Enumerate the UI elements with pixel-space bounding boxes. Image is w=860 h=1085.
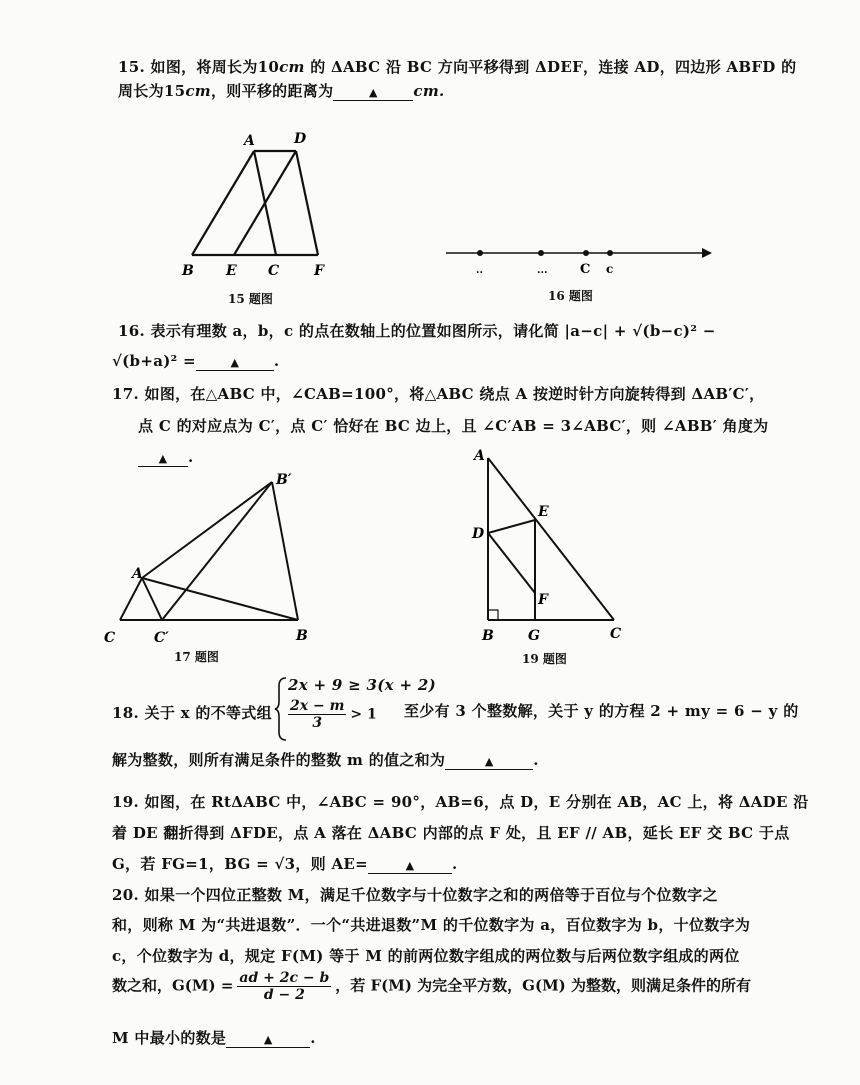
q15-pt-f: F bbox=[314, 263, 324, 279]
q20-end: . bbox=[310, 1029, 316, 1047]
q19-pt-d: D bbox=[472, 526, 485, 542]
q16-line1: 16. 表示有理数 a，b，c 的点在数轴上的位置如图所示，请化简 |a−c| + √(b−c)² − bbox=[118, 322, 716, 340]
q18-inequality-1: 2x + 9 ≥ 3(x + 2) bbox=[288, 676, 436, 694]
q17-answer-blank[interactable] bbox=[138, 448, 188, 467]
q18-text: 解为整数，则所有满足条件的整数 m 的值之和为 bbox=[112, 751, 446, 769]
q15-unit-a: cm bbox=[279, 58, 305, 76]
q16-label-1: .. bbox=[476, 265, 483, 276]
q20-line4 bbox=[112, 970, 751, 1003]
point-c2 bbox=[607, 250, 613, 256]
q17-pt-b: B bbox=[296, 628, 308, 644]
q19-pt-g: G bbox=[528, 628, 540, 644]
axis-arrow-icon bbox=[702, 248, 712, 258]
answer-marker-icon: ▲ bbox=[405, 859, 415, 872]
q19-end: . bbox=[452, 855, 458, 873]
q17-caption: 17 题图 bbox=[174, 650, 219, 664]
q15-text-b: 的 ΔABC 沿 BC 方向平移得到 ΔDEF，连接 AD，四边形 ABFD 的 bbox=[304, 58, 797, 76]
q19-pt-e: E bbox=[538, 504, 549, 520]
q18-suffix: 至少有 3 个整数解，关于 y 的方程 2 + my = 6 − y 的 bbox=[404, 702, 799, 720]
q16-end: . bbox=[273, 352, 280, 370]
q17-pt-c: C bbox=[104, 630, 116, 646]
q17-line1: 17. 如图，在△ABC 中，∠CAB=100°，将△ABC 绕点 A 按逆时针方向旋转得到 ΔAB′C′， bbox=[112, 385, 765, 403]
q15-figure bbox=[180, 125, 340, 285]
answer-marker-icon: ▲ bbox=[230, 356, 240, 369]
q17-line3 bbox=[138, 448, 194, 467]
q17-figure bbox=[100, 468, 320, 648]
q17-pt-cprime: C′ bbox=[154, 630, 169, 646]
q20-text-b: ，若 F(M) 为完全平方数，G(M) 为整数，则满足条件的所有 bbox=[335, 976, 752, 995]
q19-caption: 19 题图 bbox=[522, 652, 567, 666]
q18-answer-blank[interactable] bbox=[445, 751, 533, 770]
q19-pt-c: C bbox=[610, 626, 622, 642]
q15-unit-b: cm bbox=[185, 82, 211, 100]
q15-text-a: 15. 如图，将周长为10 bbox=[118, 58, 280, 76]
q20-answer-blank[interactable] bbox=[226, 1029, 310, 1048]
q15-pt-c: C bbox=[268, 263, 280, 279]
q15-text-d: ，则平移的距离为 bbox=[210, 82, 334, 100]
q16-label-2: ... bbox=[537, 265, 548, 276]
q20-frac-den: d − 2 bbox=[263, 987, 305, 1003]
q16-line2 bbox=[112, 352, 279, 371]
q18-frac-num: 2x − m bbox=[290, 698, 345, 714]
q19-line2: 着 DE 翻折得到 ΔFDE，点 A 落在 ΔABC 内部的点 F 处，且 EF // AB，延长 EF 交 BC 于点 bbox=[112, 824, 790, 842]
point-a bbox=[477, 250, 483, 256]
q15-caption: 15 题图 bbox=[228, 292, 273, 306]
q16-number-line bbox=[440, 240, 720, 280]
point-c1 bbox=[583, 250, 589, 256]
q16-label-4: c bbox=[606, 262, 614, 276]
q18-prefix: 18. 关于 x 的不等式组 bbox=[112, 704, 272, 722]
q15-pt-b: B bbox=[182, 263, 194, 279]
q15-line2 bbox=[118, 80, 445, 101]
q15-pt-a: A bbox=[244, 133, 255, 149]
q18-rhs: > 1 bbox=[350, 706, 377, 723]
q16-caption: 16 题图 bbox=[548, 289, 593, 303]
q15-line1 bbox=[118, 56, 796, 77]
answer-marker-icon: ▲ bbox=[263, 1033, 273, 1046]
q17-pt-a: A bbox=[132, 566, 143, 582]
q18-end: . bbox=[533, 751, 539, 769]
q15-pt-d: D bbox=[294, 131, 307, 147]
q19-text: G，若 FG=1，BG = √3，则 AE= bbox=[112, 855, 369, 873]
q15-answer-blank[interactable] bbox=[333, 82, 413, 101]
q19-answer-blank[interactable] bbox=[368, 855, 452, 874]
q19-figure bbox=[468, 448, 638, 648]
q18-line2 bbox=[112, 749, 539, 770]
q19-line1: 19. 如图，在 RtΔABC 中，∠ABC = 90°，AB=6，点 D，E 分别在 AB，AC 上，将 ΔADE 沿 bbox=[112, 793, 809, 811]
q16-answer-blank[interactable] bbox=[196, 352, 274, 371]
answer-marker-icon: ▲ bbox=[369, 86, 378, 99]
q15-unit: cm. bbox=[413, 82, 445, 100]
point-b bbox=[538, 250, 544, 256]
q20-line5 bbox=[112, 1027, 316, 1048]
q16-expr: √(b+a)² = bbox=[112, 352, 196, 370]
q19-pt-a: A bbox=[474, 448, 485, 464]
q20-frac-num: ad + 2c − b bbox=[239, 970, 330, 986]
q17-end: . bbox=[188, 448, 194, 466]
q17-pt-bprime: B′ bbox=[276, 472, 292, 488]
q15-pt-e: E bbox=[226, 263, 237, 279]
q18-frac-den: 3 bbox=[312, 715, 323, 731]
q20-text-a: 数之和，G(M) = bbox=[112, 976, 234, 995]
q17-line2: 点 C 的对应点为 C′，点 C′ 恰好在 BC 边上，且 ∠C′AB = 3∠ABC′，则 ∠ABB′ 角度为 bbox=[138, 417, 769, 435]
q19-pt-b: B bbox=[482, 628, 494, 644]
q20-line2: 和，则称 M 为“共进退数”．一个“共进退数”M 的千位数字为 a，百位数字为 b，十位数字为 bbox=[112, 916, 751, 934]
q20-text-c: M 中最小的数是 bbox=[112, 1029, 227, 1047]
answer-marker-icon: ▲ bbox=[158, 452, 168, 465]
q19-line3 bbox=[112, 853, 458, 874]
q16-label-3: C bbox=[580, 262, 591, 277]
q20-line1: 20. 如果一个四位正整数 M，满足千位数字与十位数字之和的两倍等于百位与个位数字之 bbox=[112, 886, 718, 904]
q18-inequality-2 bbox=[284, 698, 377, 731]
answer-marker-icon: ▲ bbox=[484, 755, 494, 768]
q19-pt-f: F bbox=[538, 592, 548, 608]
q20-line3: c，个位数字为 d，规定 F(M) 等于 M 的前两位数字组成的两位数与后两位数字组成的两位 bbox=[112, 947, 740, 965]
q15-text-c: 周长为15 bbox=[118, 82, 186, 100]
